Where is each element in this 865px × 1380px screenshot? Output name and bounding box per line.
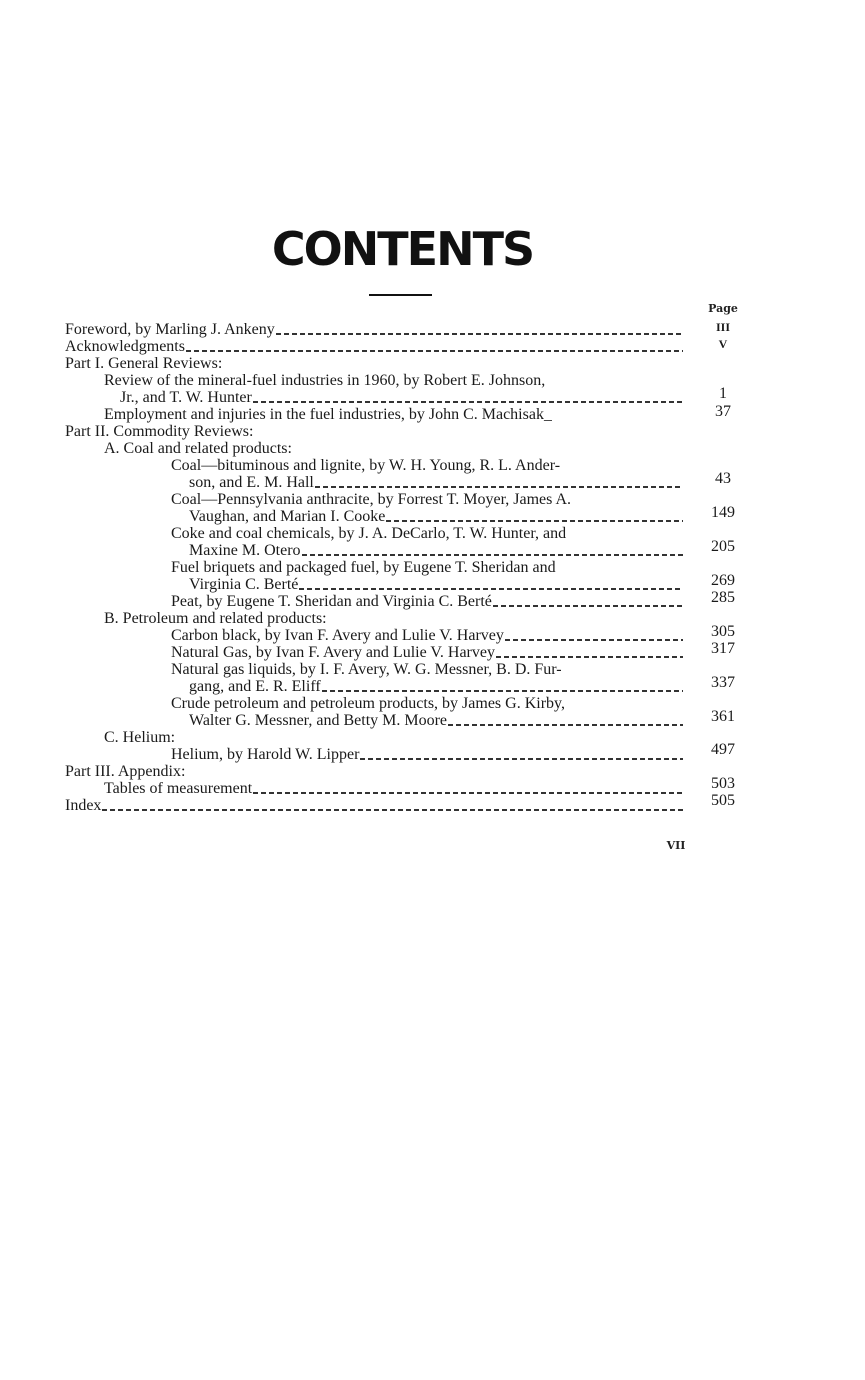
toc-page-number: 503 <box>711 775 735 792</box>
toc-section-heading: C. Helium: <box>104 729 176 746</box>
toc-entry-tables <box>104 780 683 797</box>
toc-entry-crude-petroleum <box>189 712 683 729</box>
dot-leader <box>505 639 683 641</box>
toc-entry-acknowledgments <box>65 338 683 355</box>
toc-entry-text: Crude petroleum and petroleum products, by James G. Kirby, <box>171 695 565 712</box>
toc-entry-text: Helium, by Harold W. Lipper <box>171 746 360 763</box>
dot-leader <box>253 792 683 794</box>
dot-leader <box>496 656 683 658</box>
dot-leader <box>302 554 683 556</box>
toc-entry-fuel-briquets <box>189 576 683 593</box>
toc-entry-text: Review of the mineral-fuel industries in 1960, by Robert E. Johnson, <box>104 372 546 389</box>
toc-entry-text: Tables of measurement <box>104 780 253 797</box>
toc-entry-text: Natural Gas, by Ivan F. Avery and Lulie V. Harvey <box>171 644 495 661</box>
dot-leader <box>322 690 683 692</box>
toc-entry-text: son, and E. M. Hall <box>189 474 314 491</box>
toc-part-heading: Part I. General Reviews: <box>65 355 223 372</box>
page-folio: VII <box>666 839 686 852</box>
toc-page-number: 1 <box>719 385 727 402</box>
toc-entry-text: Index <box>65 797 102 814</box>
toc-entry-text: Coke and coal chemicals, by J. A. DeCarlo, T. W. Hunter, and <box>171 525 567 542</box>
page-title: CONTENTS <box>271 222 534 276</box>
toc-page-number: 305 <box>711 623 735 640</box>
dot-leader <box>276 333 683 335</box>
page-column-header: Page <box>708 302 738 315</box>
toc-page-number: 205 <box>711 538 735 555</box>
toc-part-heading: Part II. Commodity Reviews: <box>65 423 254 440</box>
toc-page-number: 285 <box>711 589 735 606</box>
toc-entry-text: Coal—bituminous and lignite, by W. H. Young, R. L. Ander- <box>171 457 561 474</box>
dot-leader <box>448 724 683 726</box>
dot-leader <box>299 588 683 590</box>
toc-page-number: 505 <box>711 792 735 809</box>
toc-page-number: III <box>715 320 730 334</box>
toc-entry-text: Maxine M. Otero <box>189 542 301 559</box>
toc-page-number: 37 <box>715 403 731 420</box>
toc-entry-natural-gas-liquids <box>189 678 683 695</box>
toc-entry-text: Coal—Pennsylvania anthracite, by Forrest T. Moyer, James A. <box>171 491 572 508</box>
toc-page-number: 361 <box>711 708 735 725</box>
toc-entry-text: Carbon black, by Ivan F. Avery and Lulie V. Harvey <box>171 627 504 644</box>
dot-leader <box>315 486 683 488</box>
toc-entry-text: Walter G. Messner, and Betty M. Moore <box>189 712 448 729</box>
toc-entry-text: Virginia C. Berté <box>189 576 299 593</box>
toc-entry-coke <box>189 542 683 559</box>
toc-entry-index <box>65 797 683 814</box>
toc-entry-text: Jr., and T. W. Hunter <box>120 389 252 406</box>
toc-entry-carbon-black <box>171 627 683 644</box>
toc-entry-text: Acknowledgments <box>65 338 185 355</box>
toc-page-number: 269 <box>711 572 735 589</box>
dot-leader <box>253 401 683 403</box>
toc-page-number: 317 <box>711 640 735 657</box>
dot-leader <box>360 758 683 760</box>
toc-entry-text: Peat, by Eugene T. Sheridan and Virginia C. Berté <box>171 593 492 610</box>
toc-page-number: V <box>718 337 728 351</box>
toc-entry-text: Foreword, by Marling J. Ankeny <box>65 321 275 338</box>
toc-entry-text: Vaughan, and Marian I. Cooke <box>189 508 386 525</box>
dot-leader <box>493 605 683 607</box>
toc-section-heading: A. Coal and related products: <box>104 440 292 457</box>
toc-entry-foreword <box>65 321 683 338</box>
toc-section-heading: B. Petroleum and related products: <box>104 610 327 627</box>
toc-page-number: 149 <box>711 504 735 521</box>
toc-entry-employment: Employment and injuries in the fuel industries, by John C. Machisak_ <box>104 406 552 423</box>
toc-page-number: 43 <box>715 470 731 487</box>
dot-leader <box>186 350 683 352</box>
toc-entry-text: Fuel briquets and packaged fuel, by Eugene T. Sheridan and <box>171 559 556 576</box>
toc-entry-text: Natural gas liquids, by I. F. Avery, W. G. Messner, B. D. Fur- <box>171 661 562 678</box>
toc-entry-coal-anthracite <box>189 508 683 525</box>
toc-entry-coal-bituminous <box>189 474 683 491</box>
dot-leader <box>386 520 683 522</box>
toc-entry-peat <box>171 593 683 610</box>
toc-entry-helium <box>171 746 683 763</box>
toc-entry-natural-gas <box>171 644 683 661</box>
toc-page-number: 497 <box>711 741 735 758</box>
toc-page-number: 337 <box>711 674 735 691</box>
toc-part-heading: Part III. Appendix: <box>65 763 186 780</box>
toc-entry-review <box>120 389 683 406</box>
dot-leader <box>102 809 683 811</box>
toc-entry-text: gang, and E. R. Eliff <box>189 678 321 695</box>
